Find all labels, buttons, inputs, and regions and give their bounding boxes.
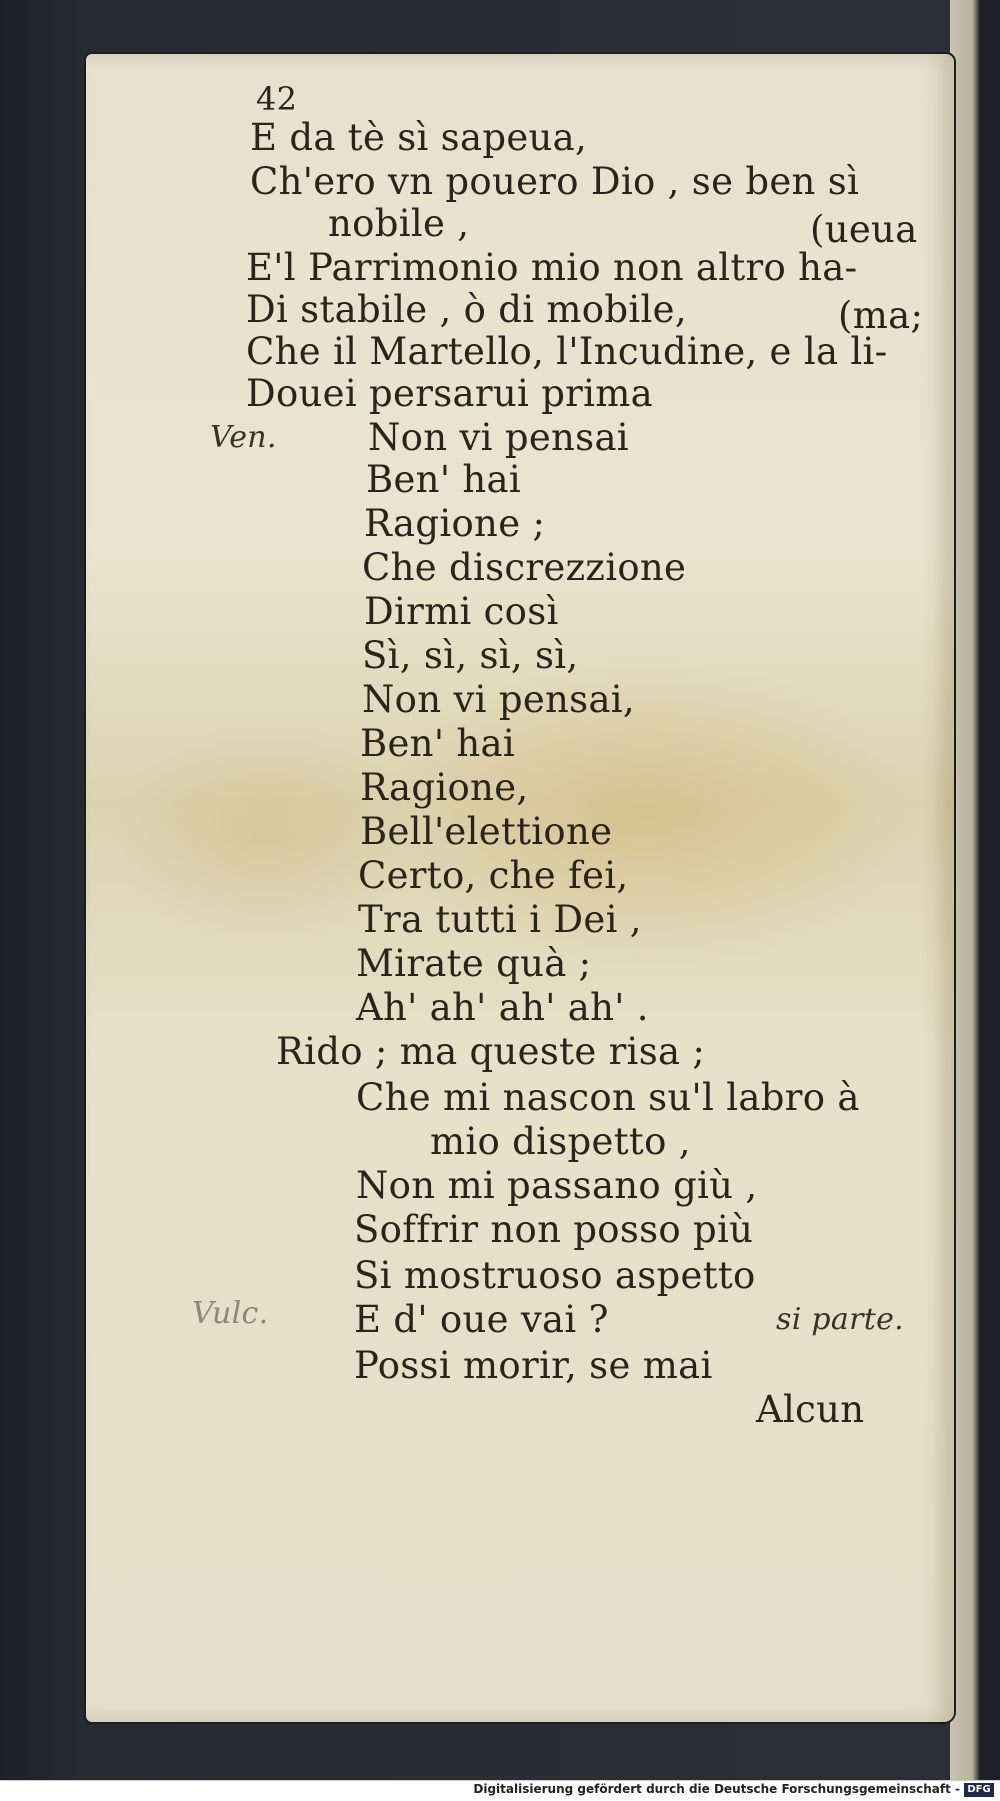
footer-credit: Digitalisierung gefördert durch die Deutsche Forschungsgemeinschaft - bbox=[473, 1782, 960, 1796]
book-gutter bbox=[950, 0, 1000, 1780]
text-line: nobile , bbox=[328, 202, 470, 245]
book-page bbox=[86, 54, 954, 1722]
text-line: Non mi passano giù , bbox=[356, 1164, 758, 1207]
text-line: E'l Parrimonio mio non altro ha- bbox=[246, 246, 858, 289]
text-line: Soffrir non posso più bbox=[354, 1208, 754, 1251]
text-line: Ragione, bbox=[360, 766, 529, 809]
text-line: Certo, che fei, bbox=[358, 854, 629, 897]
text-line: Che il Martello, l'Incudine, e la li- bbox=[246, 330, 888, 373]
text-line: Che discrezzione bbox=[362, 546, 687, 589]
text-line: Tra tutti i Dei , bbox=[358, 898, 642, 941]
text-line: Ch'ero vn pouero Dio , se ben sì bbox=[250, 160, 860, 203]
text-line: mio dispetto , bbox=[430, 1120, 691, 1163]
text-line: Ben' hai bbox=[360, 722, 515, 765]
text-line: Bell'elettione bbox=[360, 810, 613, 853]
catchword: Alcun bbox=[756, 1388, 865, 1431]
page-number: 42 bbox=[256, 80, 298, 118]
text-line: Dirmi così bbox=[364, 590, 559, 633]
text-line: E da tè sì sapeua, bbox=[250, 116, 588, 159]
text-line: (ueua bbox=[810, 208, 918, 251]
text-line: Non vi pensai, bbox=[362, 678, 635, 721]
text-line: Douei persarui prima bbox=[246, 372, 654, 415]
text-line: (ma; bbox=[838, 294, 924, 337]
text-line: Si mostruoso aspetto bbox=[354, 1254, 756, 1297]
dfg-logo: DFG bbox=[964, 1783, 994, 1797]
text-line: Sì, sì, sì, sì, bbox=[362, 634, 579, 677]
text-line: Mirate quà ; bbox=[356, 942, 592, 985]
text-line: Ah' ah' ah' ah' . bbox=[356, 986, 649, 1029]
text-line: E d' oue vai ? bbox=[354, 1298, 609, 1341]
text-line: Ben' hai bbox=[366, 458, 521, 501]
text-line: Che mi nascon su'l labro à bbox=[356, 1076, 860, 1119]
text-line: Di stabile , ò di mobile, bbox=[246, 288, 687, 331]
footer-bar bbox=[0, 1780, 1000, 1801]
text-line: Possi morir, se mai bbox=[354, 1344, 713, 1387]
speaker-label: Vulc. bbox=[192, 1296, 269, 1331]
text-line: Rido ; ma queste risa ; bbox=[276, 1030, 706, 1073]
speaker-label: Ven. bbox=[210, 420, 277, 455]
text-line: Ragione ; bbox=[364, 502, 546, 545]
stage-direction: si parte. bbox=[776, 1302, 905, 1337]
text-line: Non vi pensai bbox=[368, 416, 629, 459]
